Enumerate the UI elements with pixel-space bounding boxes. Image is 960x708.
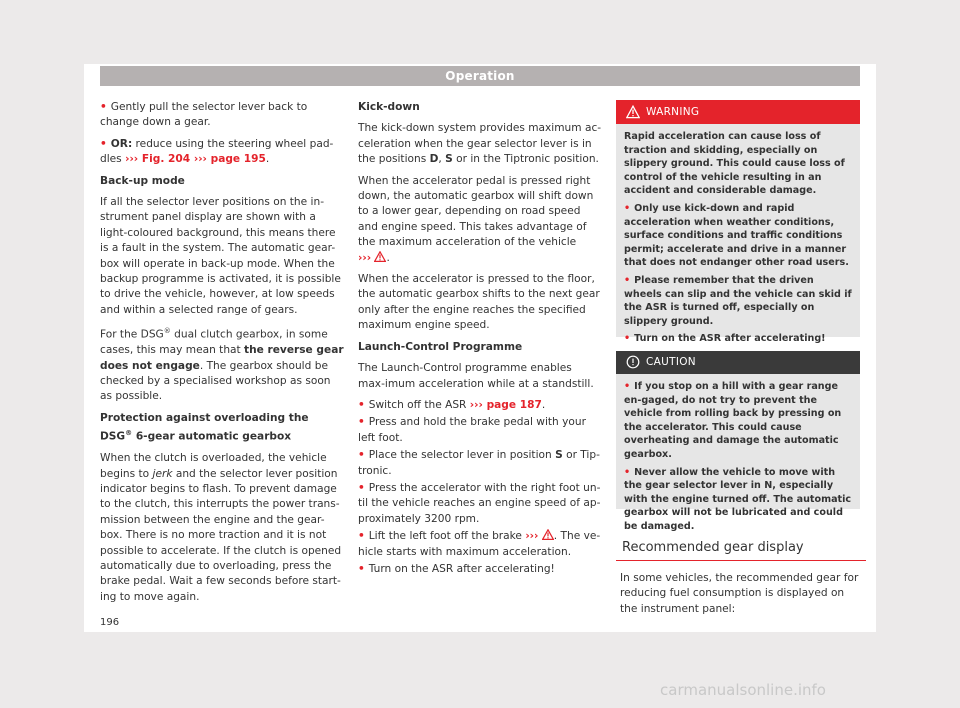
launch-control-paragraph: The Launch-Control programme enables max-imum acceleration while at a standstill.	[358, 362, 594, 390]
backup-heading: Back-up mode	[100, 174, 185, 187]
dsg-paragraph: For the DSG® dual clutch gearbox, in some cases, this may mean that the reverse gear does not engage. The gearbox should be checked by a specialised workshop as soon as possible.	[100, 327, 344, 403]
bullet-icon: •	[358, 416, 365, 429]
list-item: • OR: reduce using the steering wheel pad-dles ››› Fig. 204 ››› page 195.	[100, 137, 334, 166]
bullet-icon: •	[100, 137, 107, 150]
bullet-icon: •	[358, 449, 365, 462]
manual-page	[84, 64, 876, 632]
page-link[interactable]: ››› page 187	[469, 398, 542, 411]
page-number: 196	[100, 617, 120, 628]
protection-heading: Protection against overloading the DSG® 6-gear automatic gearbox	[100, 411, 309, 443]
bullet-icon: •	[358, 398, 365, 411]
kickdown-paragraph-2: When the accelerator pedal is pressed right down, the automatic gearbox will shift down to a lower gear, depending on road speed and engine speed. This takes advantage of the maximum acceleration of the vehicle ››› .	[358, 174, 594, 264]
list-item: • Please remember that the driven wheels can slip and the vehicle can skid if the ASR is turned off, especially on slippery ground.	[624, 274, 852, 327]
kickdown-paragraph-3: When the accelerator is pressed to the floor, the automatic gearbox shifts to the next gear only after the engine reaches the specified maximum engine speed.	[358, 273, 600, 332]
bullet-icon: •	[358, 481, 365, 494]
list-item: • Gently pull the selector lever back to change down a gear.	[100, 101, 308, 129]
warning-triangle-icon	[542, 529, 554, 540]
section-paragraph: In some vehicles, the recommended gear for reducing fuel consumption is displayed on the instrument panel:	[620, 572, 859, 615]
list-item: • Press the accelerator with the right foot un-til the vehicle reaches an engine speed of ap-proximately 3200 rpm.	[358, 481, 601, 525]
warning-box	[616, 100, 860, 345]
list-item: • Never allow the vehicle to move with the gear selector lever in N, especially with the engine turned off. The automatic gearbox will not be lubricated and could be damaged.	[624, 466, 852, 532]
kickdown-paragraph: The kick-down system provides maximum ac-celeration when the gear selector lever is in the positions D, S or in the Tiptronic position.	[358, 122, 602, 166]
bullet-icon: •	[358, 562, 365, 575]
list-item: • Turn on the ASR after accelerating!	[358, 562, 555, 575]
section-title: Recommended gear display	[616, 536, 866, 561]
backup-paragraph: If all the selector lever positions on the in-strument panel display are shown with a light-coloured background, this means there is a fault in the system. The automatic gear-box will operate in back-up mode. When the backup programme is activated, it is possible to drive the vehicle, however, at low speeds and within a selected range of gears.	[100, 196, 341, 316]
warning-link[interactable]: ›››	[358, 251, 372, 264]
list-item: • Switch off the ASR ››› page 187.	[358, 398, 546, 411]
bullet-icon: •	[358, 530, 365, 543]
column-1	[100, 100, 344, 611]
kickdown-heading: Kick-down	[358, 101, 420, 113]
bullet-icon: •	[100, 101, 107, 113]
caution-body	[616, 374, 860, 544]
watermark: carmanualsonline.info	[660, 681, 826, 699]
figure-link[interactable]: ››› Fig. 204 ››› page 195	[125, 153, 266, 166]
caution-box	[616, 351, 860, 532]
launch-control-heading: Launch-Control Programme	[358, 340, 523, 353]
list-item: • Lift the left foot off the brake ››› . The ve-hicle starts with maximum acceleration.	[358, 530, 601, 558]
caution-header: CAUTION	[616, 351, 860, 374]
list-item: • Turn on the ASR after accelerating!	[624, 333, 826, 345]
protection-paragraph: When the clutch is overloaded, the vehicle begins to jerk and the selector lever position indicator begins to flash. To prevent damage to the clutch, this interrupts the power trans-mission between the engine and the gear-box. There is no more traction and it is not possible to accelerate. If the clutch is opened automatically due to overloading, press the brake pedal. Wait a few seconds before start-ing to move again.	[100, 452, 342, 603]
page-header: Operation	[100, 66, 860, 86]
warning-triangle-icon	[626, 105, 640, 119]
list-item: • If you stop on a hill with a gear range en-gaged, do not try to prevent the vehicle from rolling back by pressing on the accelerator. This could cause overheating and damage the automatic gearbox.	[624, 381, 842, 460]
warning-body: Rapid acceleration can cause loss of traction and skidding, especially on slippery ground. This could cause loss of control of the vehicle resulting in an accident and considerable damage. • Only use kick-down and rapid acceleration when weather conditions, surface conditions and traffic conditions permit; accelerate and drive in a manner that does not endanger other road users. • Please remember that the driven wheels can slip and the vehicle can skid if the ASR is turned off, especially on slippery ground. • Turn on the ASR after accelerating!	[624, 131, 852, 345]
list-item: • Press and hold the brake pedal with your left foot.	[358, 416, 586, 444]
warning-header: WARNING	[616, 100, 860, 124]
column-2	[358, 100, 602, 583]
list-item: • Only use kick-down and rapid acceleration when weather conditions, surface conditions and traffic conditions permit; accelerate and drive in a manner that does not endanger other road users.	[624, 202, 849, 269]
warning-link[interactable]: ›››	[525, 530, 539, 543]
list-item: • Place the selector lever in position S or Tip-tronic.	[358, 449, 600, 477]
warning-triangle-icon	[374, 251, 386, 262]
caution-circle-icon	[626, 355, 640, 369]
